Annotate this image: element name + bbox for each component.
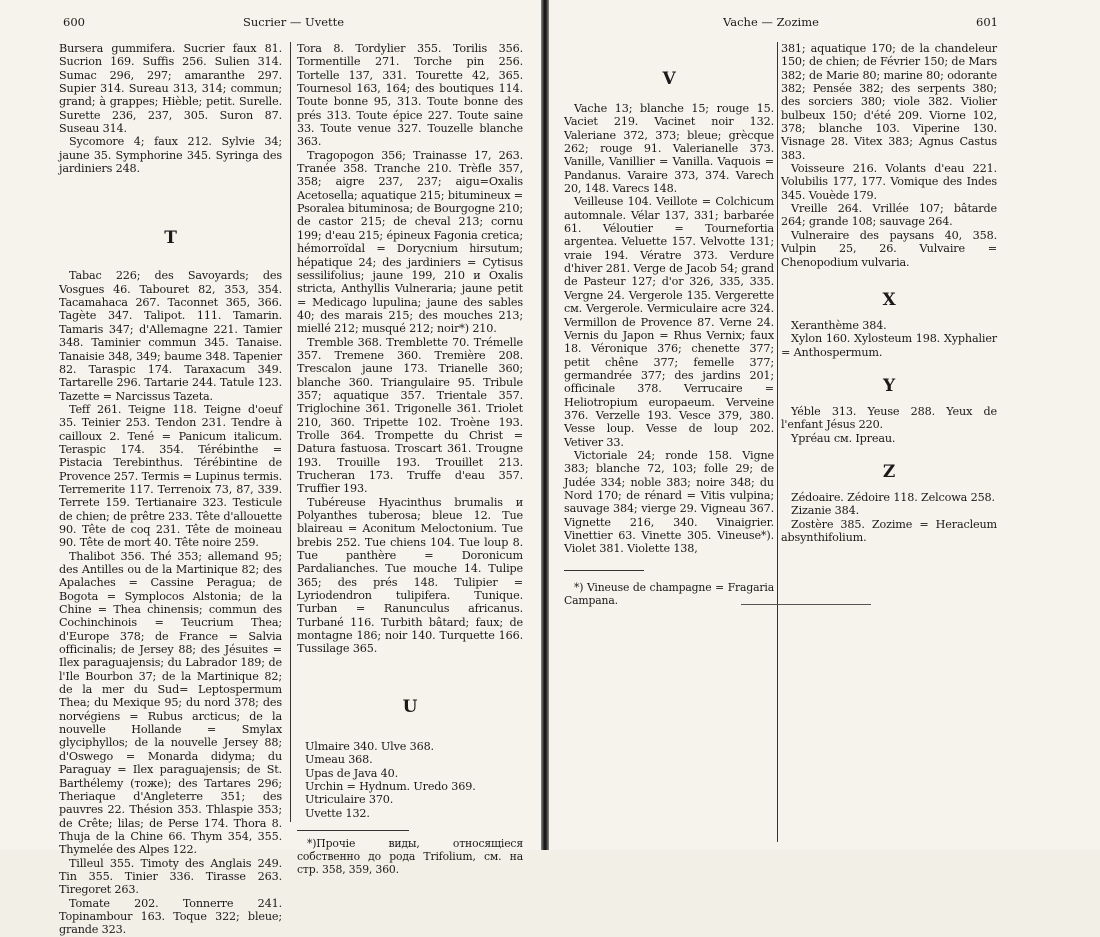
index-paragraph: Tremble 368. Tremblette 70. Trémelle 357. Tremene 360. Tremière 208. Trescalon jaune 173. Trianelle 360; blanche 360. Triangulaire 95. Tribule 357; aquatique 357. Trientale 357. Triglochine 361. Trigonelle 361. Triolet 210, 360. Tripette 102. Troène 193. Trolle 364. Trompette du Christ = Datura fastuosa. Troscart 361. Trougne 193. Trouille 193. Trouillet 213. Trucheran 173. Truffe d'eau 357. Truffier 193. xyxy=(297,335,523,496)
index-paragraph: Umeau 368. xyxy=(305,753,373,767)
index-paragraph: Xylon 160. Xylosteum 198. Xyphalier = Anthospermum. xyxy=(781,332,997,359)
section-letter-z: Z xyxy=(882,461,896,482)
running-head: Vache — Zozime xyxy=(723,15,819,29)
section-letter-v: V xyxy=(662,69,676,89)
left-page xyxy=(0,0,541,937)
footnote: *) Vineuse de champagne = Fragaria Campana. xyxy=(564,580,774,607)
index-paragraph: Urchin = Hydnum. Uredo 369. xyxy=(305,779,476,793)
index-paragraph: Xeranthème 384. xyxy=(791,318,887,332)
index-paragraph: Tubéreuse Hyacinthus brumalis и Polyanthes tuberosa; bleue 12. Tue blaireau = Aconitum Meloctonium. Tue brebis 252. Tue chiens 104. Tue loup 8. Tue panthère = Doronicum Pardalianches. Tue mouche 14. Tulipe 365; des prés 148. Tulipier = Lyriodendron tulipifera. Tunique. Turban = Ranunculus africanus. Turbané 116. Turbith bâtard; faux; de montagne 186; noir 140. Turquette 166. Tussilage 365. xyxy=(297,495,523,656)
index-paragraph: Ypréau см. Ipreau. xyxy=(791,431,896,445)
right-column-1 xyxy=(564,42,774,832)
index-paragraph: Zédoaire. Zédoire 118. Zelcowa 258. xyxy=(791,490,995,504)
index-paragraph: Yéble 313. Yeuse 288. Yeux de l'enfant Jésus 220. xyxy=(781,404,997,432)
index-paragraph: Tragopogon 356; Trainasse 17, 263. Tranée 358. Tranche 210. Trèfle 357, 358; aigre 237, 237; aigu=Oxalis Acetosella; aquatique 215; bitumineux = Psoralea bituminosa; de Bourgogne 210; de castor 215; de cheval 213; cornu 199; d'eau 215; épineux Fagonia cretica; hémorroïdal = Dorycnium hirsutum; hépatique 24; des jardiniers = Cytisus sessilifolius; jaune 199, 210 и Oxalis stricta, Anthyllis Vulneraria; jaune petit = Medicago lupulina; jaune des sables 40; des marais 215; des mouches 213; miellé 212; musqué 212; noir*) 210. xyxy=(297,148,523,336)
section-letter-y: Y xyxy=(883,375,895,396)
index-paragraph: Voisseure 216. Volants d'eau 221. Volubilis 177, 177. Vomique des Indes 345. Vouède 179. xyxy=(781,162,997,202)
footnote-rule xyxy=(297,830,409,831)
index-paragraph: Tabac 226; des Savoyards; des Vosgues 46. Tabouret 82, 353, 354. Tacamahaca 267. Taconnet 365, 366. Tagète 347. Talipot. 111. Tamarin. Tamaris 347; d'Allemagne 221. Tamier 348. Taminier commun 345. Tanaise. Tanaisie 348, 349; baume 348. Tapenier 82. Taraspic 174. Taraxacum 349. Tartarelle 296. Tartarie 244. Tatule 123. Tazette = Narcissus Tazeta. xyxy=(59,269,282,403)
index-paragraph: Vulneraire des paysans 40, 358. Vulpin 25, 26. Vulvaire = Chenopodium vulvaria. xyxy=(781,228,997,269)
index-paragraph: Teff 261. Teigne 118. Teigne d'oeuf 35. Teinier 253. Tendon 231. Tendre à cailloux 2. Tené = Panicum italicum. Teraspic 174. 354. Térébinthe = Pistacia Terebinthus. Térébintine de Provence 257. Termis = Lupinus termis. Terremerite 117. Terrenoix 73, 87, 339. Terrete 159. Tertianaire 323. Testicule de chien; de prêtre 233. Tête d'allouette 90. Tête de coq 231. Tête de moineau 90. Tête de mort 40. Tête noire 259. xyxy=(59,402,282,550)
section-letter-u: U xyxy=(402,696,418,717)
index-paragraph: Tilleul 355. Timoty des Anglais 249. Tin 355. Tinier 336. Tirasse 263. Tiregoret 263. xyxy=(59,856,282,897)
section-letter-x: X xyxy=(882,289,896,310)
column-rule xyxy=(290,42,291,822)
left-column-1 xyxy=(59,42,282,937)
footnote-rule xyxy=(564,570,644,571)
index-paragraph: Tora 8. Tordylier 355. Torilis 356. Tormentille 271. Torche pin 256. Tortelle 137, 331. Tourette 42, 365. Tournesol 163, 164; des boutiques 114. Toute bonne 95, 313. Toute bonne des prés 313. Toute épice 227. Toute saine 33. Toute venue 327. Touzelle blanche 363. xyxy=(297,42,523,149)
left-column-2 xyxy=(297,42,523,876)
index-paragraph: Uvette 132. xyxy=(305,806,370,820)
index-paragraph: Bursera gummifera. Sucrier faux 81. Sucrion 169. Suffis 256. Sulien 314. Sumac 296, 297; amaranthe 297. Supier 314. Sureau 313, 314; commun; grand; à grappes; Hièble; petit. Surelle. Surette 236, 237, 305. Suron 87. Suseau 314. xyxy=(59,42,282,136)
page-number: 600 xyxy=(63,15,85,29)
running-head: Sucrier — Uvette xyxy=(243,15,345,29)
index-paragraph: Utriculaire 370. xyxy=(305,793,394,807)
section-letter-t: T xyxy=(164,228,177,249)
book-gutter xyxy=(541,0,549,850)
right-page xyxy=(549,0,1100,850)
closing-rule xyxy=(741,604,871,605)
right-column-2 xyxy=(781,42,997,832)
index-paragraph: 381; aquatique 170; de la chandeleur 150; de chien; de Février 150; de Mars 382; de Marie 80; marine 80; odorante 382; Pensée 382; des serpents 380; des sorciers 380; viole 382. Violier bulbeux 150; d'été 209. Viorne 102, 378; blanche 103. Viperine 130. Visnage 28. Vitex 383; Agnus Castus 383. xyxy=(781,42,997,162)
index-paragraph: Sycomore 4; faux 212. Sylvie 34; jaune 35. Symphorine 345. Syringa des jardiniers 248. xyxy=(59,135,282,176)
index-paragraph: Victoriale 24; ronde 158. Vigne 383; blanche 72, 103; folle 29; de Judée 334; noble 383; noire 348; du Nord 170; de rénard = Vitis vulpina; sauvage 384; vierge 29. Vigneau 367. Vignette 216, 340. Vinaigrier. Vinettier 63. Vinette 305. Vineuse*). Violet 381. Violette 138, xyxy=(564,448,774,556)
page-number: 601 xyxy=(976,15,998,29)
index-paragraph: Veilleuse 104. Veillote = Colchicum automnale. Vélar 137, 331; barbarée 61. Véloutier = Tournefortia argentea. Veluette 157. Velvotte 131; vraie 194. Vératre 373. Verdure d'hiver 281. Verge de Jacob 54; grand de Pasteur 127; d'or 326, 335, 335. Vergne 24. Vergerole 135. Vergerette см. Vergerole. Vermiculaire acre 324. Vermillon de Provence 87. Verne 24. Vernis du Japon = Rhus Vernix; faux 18. Véronique 376; chenette 377; petit chêne 377; femelle 377; germandrée 377; des jardins 201; officinale 378. Verrucaire = Heliotropium europaeum. Verveine 376. Verzelle 193. Vesce 379, 380. Vesse loup. Vesse de loup 202. Vetiver 33. xyxy=(564,195,774,449)
footnote: *)Прочіе виды, относящіеся собственно до рода Trifolium, см. на стр. 358, 359, 360. xyxy=(297,836,523,876)
index-paragraph: Zostère 385. Zozime = Heracleum absynthifolium. xyxy=(781,517,997,544)
column-rule xyxy=(777,42,778,842)
index-paragraph: Tomate 202. Tonnerre 241. Topinambour 163. Toque 322; bleue; grande 323. xyxy=(59,896,282,937)
index-paragraph: Vache 13; blanche 15; rouge 15. Vaciet 219. Vacinet noir 132. Valeriane 372, 373; bleue; grècque 262; rouge 91. Valerianelle 373. Vanille, Vanillier = Vanilla. Vaquois = Pandanus. Varaire 373, 374. Varech 20, 148. Varecs 148. xyxy=(564,102,774,196)
index-paragraph: Vreille 264. Vrillée 107; bâtarde 264; grande 108; sauvage 264. xyxy=(781,202,997,229)
index-paragraph: Upas de Java 40. xyxy=(305,766,398,780)
index-paragraph: Zizanie 384. xyxy=(791,504,859,518)
index-paragraph: Ulmaire 340. Ulve 368. xyxy=(305,739,434,753)
index-paragraph: Thalibot 356. Thé 353; allemand 95; des Antilles ou de la Martinique 82; des Apalaches = Cassine Peragua; de Bogota = Symplocos Alstonia; de la Chine = Thea chinensis; commun des Cochinchinois = Teucrium Thea; d'Europe 378; de France = Salvia officinalis; de Jersey 88; des Jésuites = Ilex paraguajensis; du Labrador 189; de l'Ile Bourbon 37; de la Martinique 82; de la mer du Sud= Leptospermum Thea; du Mexique 95; du nord 378; des norvégiens = Rubus arcticus; de la nouvelle Hollande = Smylax glyciphyllos; de la nouvelle Jersey 88; d'Oswego = Monarda didyma; du Paraguay = Ilex paraguajensis; de St. Barthélemy (тоже); des Tartares 296; Theriaque d'Angleterre 351; des pauvres 22. Thésion 353. Thlaspie 353; de Crête; lilas; de Perse 174. Thora 8. Thuja de la Chine 66. Thym 354, 355. Thymelée des Alpes 122. xyxy=(59,549,282,857)
